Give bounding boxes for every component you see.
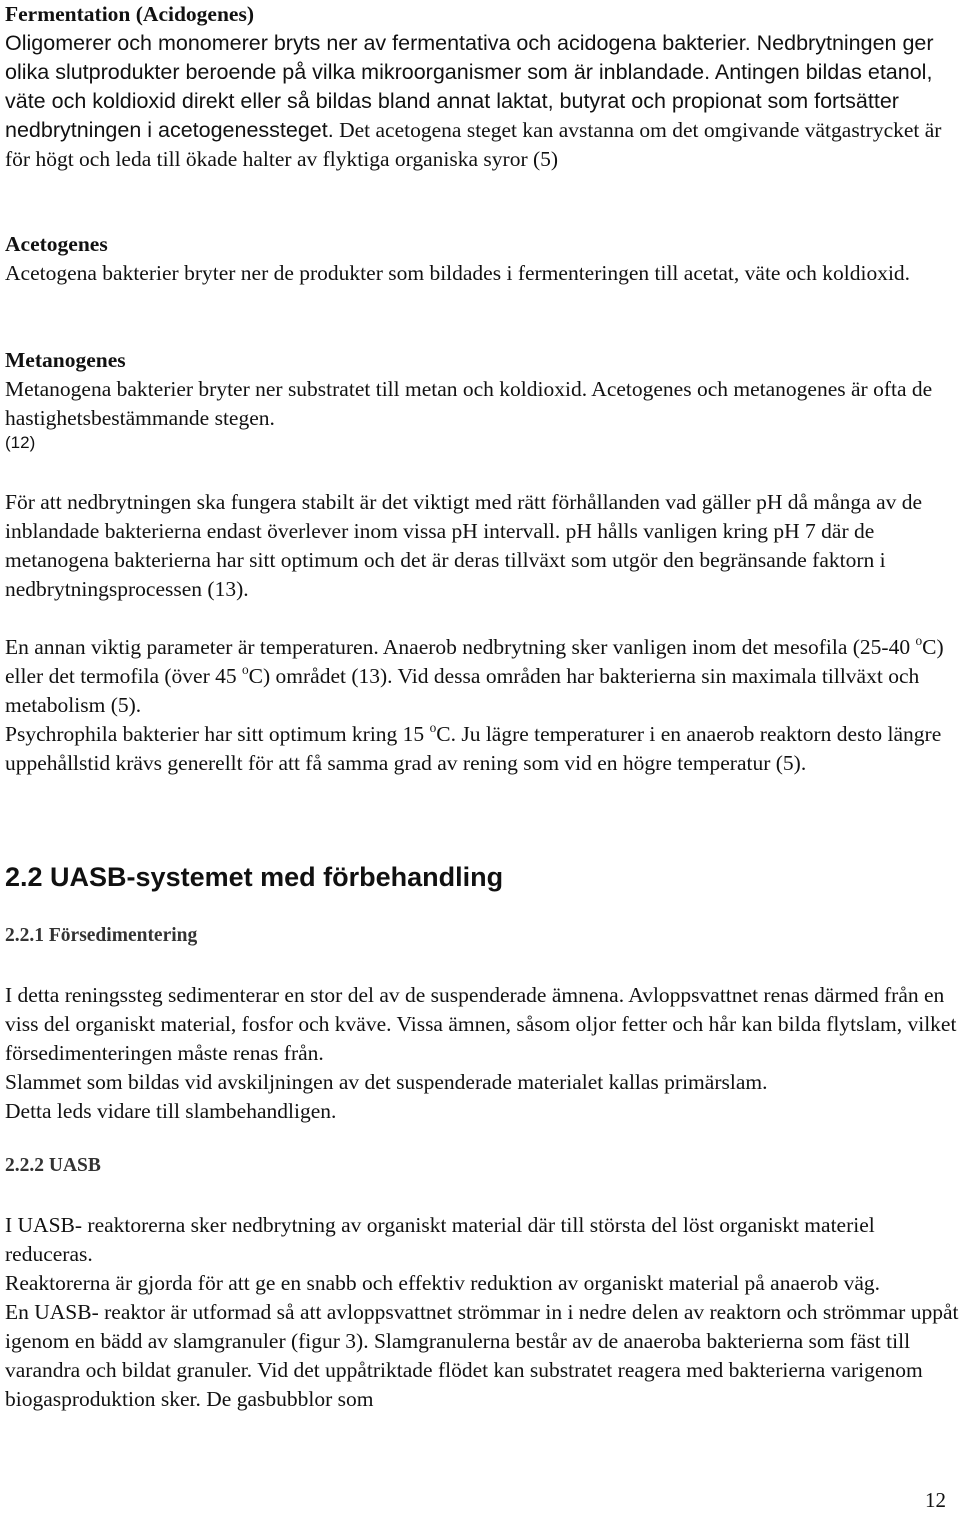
acetogenes-heading: Acetogenes (5, 232, 108, 256)
degree-sup-2: o (242, 661, 249, 677)
paragraph-line: En UASB- reaktor är utformad så att avloppsvattnet strömmar in i nedre delen av reaktorn och strömmar uppåt igenom en bädd av slamgranuler (figur 3). Slamgranulerna består av de anaeroba bakterierna som fäst till varandra och bildat granuler. Vid det uppåtriktade flödet kan substratet reagera med bakterierna varigenom biogasproduktion sker. De gasbubblor som (5, 1300, 959, 1411)
metanogenes-body: Metanogena bakterier bryter ner substratet till metan och koldioxid. Acetogenes och metanogenes är ofta de hastighetsbestämmande stegen. (5, 377, 933, 430)
metanogenes-ref: (12) (5, 433, 36, 452)
acetogenes-section (5, 230, 960, 288)
temperature-text-5: C. Ju lägre temperaturer i en anaerob reaktorn desto längre uppehållstid krävs generellt för att få samma grad av rening som vid en högre temperatur (5). (5, 722, 942, 775)
page-number: 12 (925, 1488, 946, 1512)
paragraph-line: Slammet som bildas vid avskiljningen av det suspenderade materialet kallas primärslam. (5, 1070, 768, 1094)
paragraph-line: Reaktorerna är gjorda för att ge en snabb och effektiv reduktion av organiskt material på anaerob väg. (5, 1271, 880, 1295)
metanogenes-heading: Metanogenes (5, 348, 126, 372)
temperature-text-4: Psychrophila bakterier har sitt optimum kring 15 (5, 722, 430, 746)
temperature-paragraph-1 (5, 633, 960, 720)
temperature-paragraph-2 (5, 720, 960, 778)
section-2-2-2-heading: 2.2.2 UASB (5, 1155, 101, 1176)
paragraph-line: Detta leds vidare till slambehandligen. (5, 1099, 337, 1123)
fermentation-paragraph (5, 29, 960, 174)
ph-paragraph: För att nedbrytningen ska fungera stabilt är det viktigt med rätt förhållanden vad gäller pH då många av de inblandade bakterierna endast överlever inom vissa pH intervall. pH hålls vanligen kring pH 7 där de metanogena bakterierna har sitt optimum och det är deras tillväxt som utgör den begränsande faktorn i nedbrytningsprocessen (13). (5, 490, 923, 601)
section-2-2-1-heading: 2.2.1 Försedimentering (5, 925, 198, 946)
paragraph-line: I detta reningssteg sedimenterar en stor del av de suspenderade ämnena. Avloppsvattnet renas därmed från en viss del organiskt material, fosfor och kväve. Vissa ämnen, såsom oljor fetter och hår kan bilda flytslam, vilket försedimenteringen måste renas från. (5, 983, 957, 1065)
section-2-2-heading: 2.2 UASB-systemet med förbehandling (5, 862, 504, 892)
degree-sup-1: o (915, 632, 923, 648)
temperature-text-1: En annan viktig parameter är temperaturen. Anaerob nedbrytning sker vanligen inom det mesofila (25-40 (5, 635, 916, 659)
fermentation-body-sans: Oligomerer och monomerer bryts ner av fermentativa och acidogena bakterier. Nedbrytningen ger olika slutprodukter beroende på vilka mikroorganismer som är inblandade. Antingen bildas etanol, väte och koldioxid direkt eller så bildas bland annat laktat, butyrat och propionat som fortsätter nedbrytningen i acetogenessteget. (5, 31, 934, 142)
fermentation-section (5, 0, 960, 174)
fermentation-body-serif: Det acetogena steget kan avstanna om det omgivande vätgastrycket är för högt och leda till ökade halter av flyktiga organiska syror (5) (5, 118, 942, 171)
temperature-text-3: C) området (13). Vid dessa områden har bakterierna sin maximala tillväxt och metabolism (5). (5, 664, 920, 717)
degree-sup-3: o (429, 719, 437, 735)
metanogenes-section (5, 346, 960, 453)
section-2-2-2-body (5, 1211, 960, 1414)
section-2-2-1-body (5, 981, 960, 1126)
acetogenes-body: Acetogena bakterier bryter ner de produkter som bildades i fermenteringen till acetat, väte och koldioxid. (5, 261, 911, 285)
temperature-paragraph (5, 633, 960, 778)
temperature-text-2: C) eller det termofila (över 45 (5, 635, 944, 688)
fermentation-heading: Fermentation (Acidogenes) (5, 2, 254, 26)
paragraph-line: I UASB- reaktorerna sker nedbrytning av organiskt material där till största del löst organiskt materiel reduceras. (5, 1213, 875, 1266)
